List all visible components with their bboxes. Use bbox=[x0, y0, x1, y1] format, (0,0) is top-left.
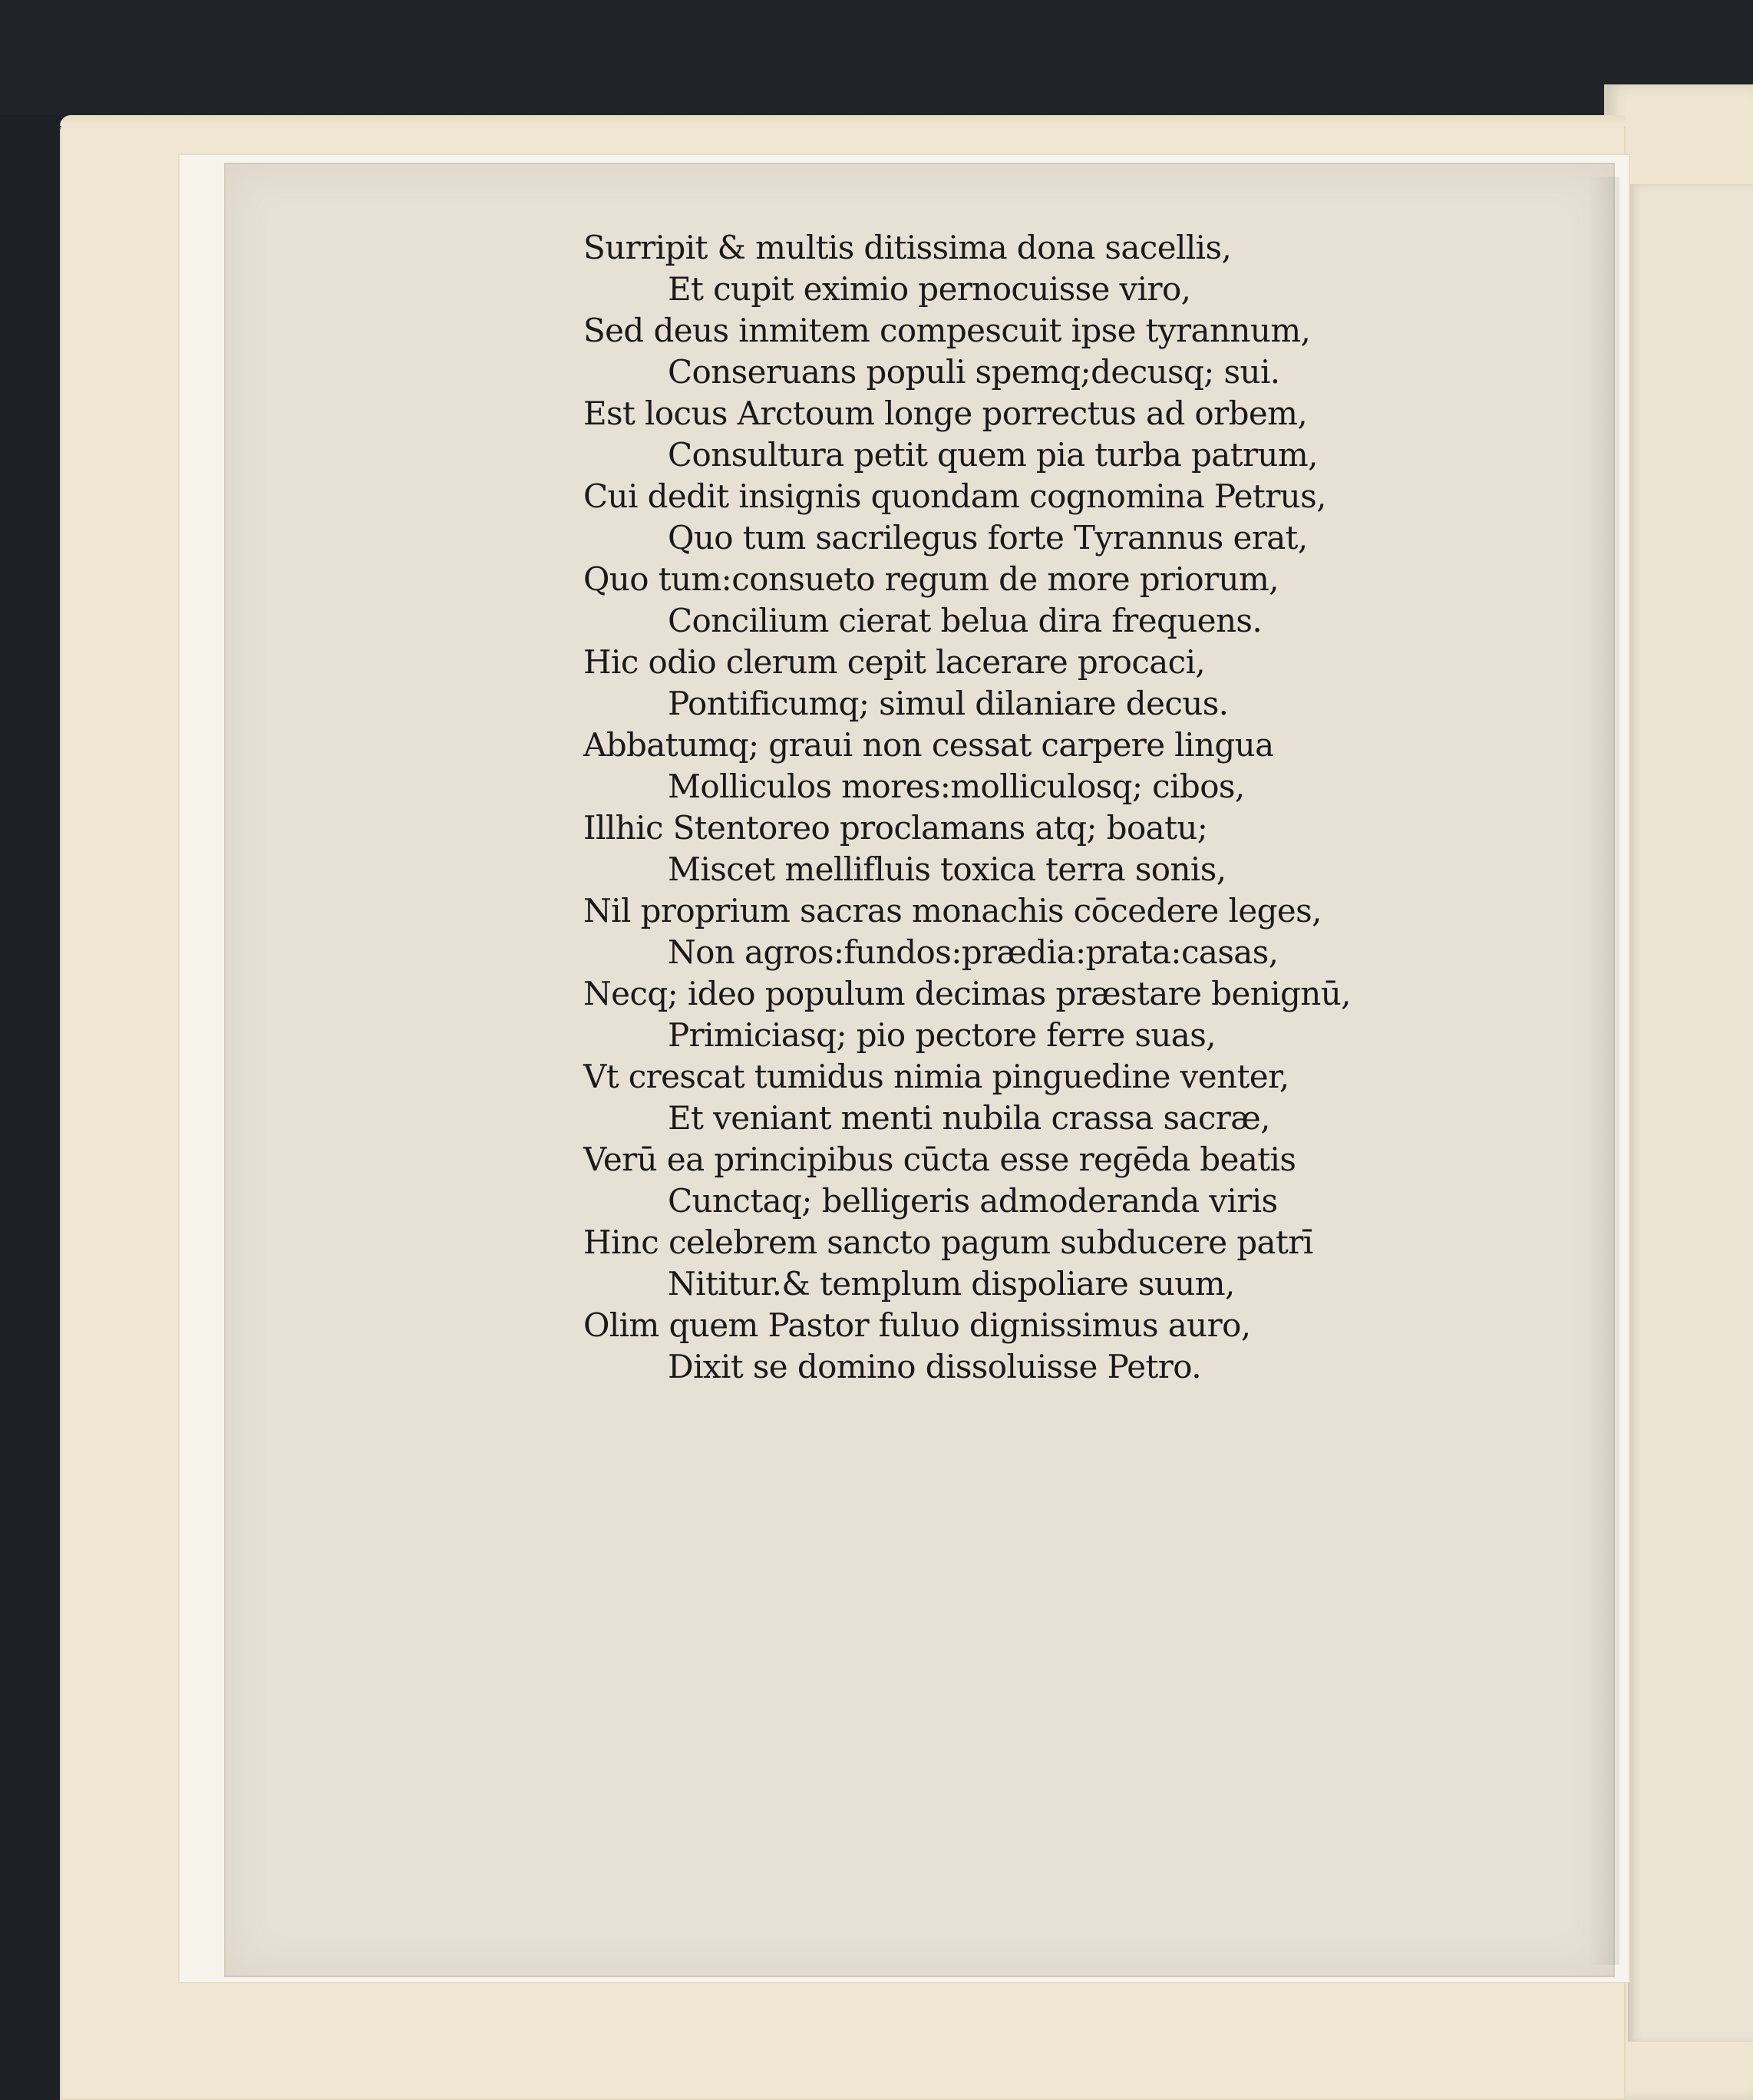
verse-line: Cui dedit insignis quondam cognomina Petrus, bbox=[583, 477, 1326, 515]
verse-line: Quo tum sacrilegus forte Tyrannus erat, bbox=[668, 519, 1308, 556]
verse-line: Et cupit eximio pernocuisse viro, bbox=[668, 270, 1191, 308]
verse-line: Hinc celebrem sancto pagum subducere patrī bbox=[583, 1223, 1313, 1261]
verse-line: Conseruans populi spemq;decusq; sui. bbox=[668, 353, 1280, 391]
verse-line: Necq; ideo populum decimas præstare benignū, bbox=[583, 975, 1351, 1012]
verse-line: Concilium cierat belua dira frequens. bbox=[668, 602, 1263, 639]
verse-line: Est locus Arctoum longe porrectus ad orbem, bbox=[583, 395, 1308, 432]
verse-line: Nil proprium sacras monachis cōcedere leges, bbox=[583, 892, 1322, 929]
verse-line: Surripit & multis ditissima dona sacellis, bbox=[583, 229, 1232, 266]
verse-line: Vt crescat tumidus nimia pinguedine venter, bbox=[583, 1058, 1289, 1095]
verse-line: Hic odio clerum cepit lacerare procaci, bbox=[583, 643, 1206, 681]
verse-line: Pontificumq; simul dilaniare decus. bbox=[668, 685, 1229, 722]
verse-line: Illhic Stentoreo proclamans atq; boatu; bbox=[583, 809, 1208, 847]
verse-line: Dixit se domino dissoluisse Petro. bbox=[668, 1348, 1201, 1385]
verse-line: Quo tum:consueto regum de more priorum, bbox=[583, 560, 1279, 598]
verse-line: Sed deus inmitem compescuit ipse tyrannum, bbox=[583, 312, 1311, 349]
verse-line: Cunctaq; belligeris admoderanda viris bbox=[668, 1182, 1278, 1220]
verse-line: Miscet mellifluis toxica terra sonis, bbox=[668, 850, 1226, 888]
verse-line: Consultura petit quem pia turba patrum, bbox=[668, 436, 1318, 474]
gutter-shadow bbox=[1589, 177, 1619, 1965]
verse-line: Non agros:fundos:prædia:prata:casas, bbox=[668, 933, 1279, 971]
verse-block bbox=[583, 227, 1458, 1388]
scanner-backdrop bbox=[0, 0, 1753, 115]
verse-line: Molliculos mores:molliculosq; cibos, bbox=[668, 768, 1245, 805]
verse-line: Primiciasq; pio pectore ferre suas, bbox=[668, 1016, 1216, 1054]
facing-page-leaf bbox=[1628, 184, 1753, 2042]
verse-line: Nititur.& templum dispoliare suum, bbox=[668, 1265, 1235, 1303]
verse-line: Et veniant menti nubila crassa sacræ, bbox=[668, 1099, 1270, 1137]
verse-line: Olim quem Pastor fuluo dignissimus auro, bbox=[583, 1306, 1251, 1344]
verse-line: Verū ea principibus cūcta esse regēda beatis bbox=[583, 1141, 1296, 1178]
verse-line: Abbatumq; graui non cessat carpere lingua bbox=[583, 726, 1274, 764]
